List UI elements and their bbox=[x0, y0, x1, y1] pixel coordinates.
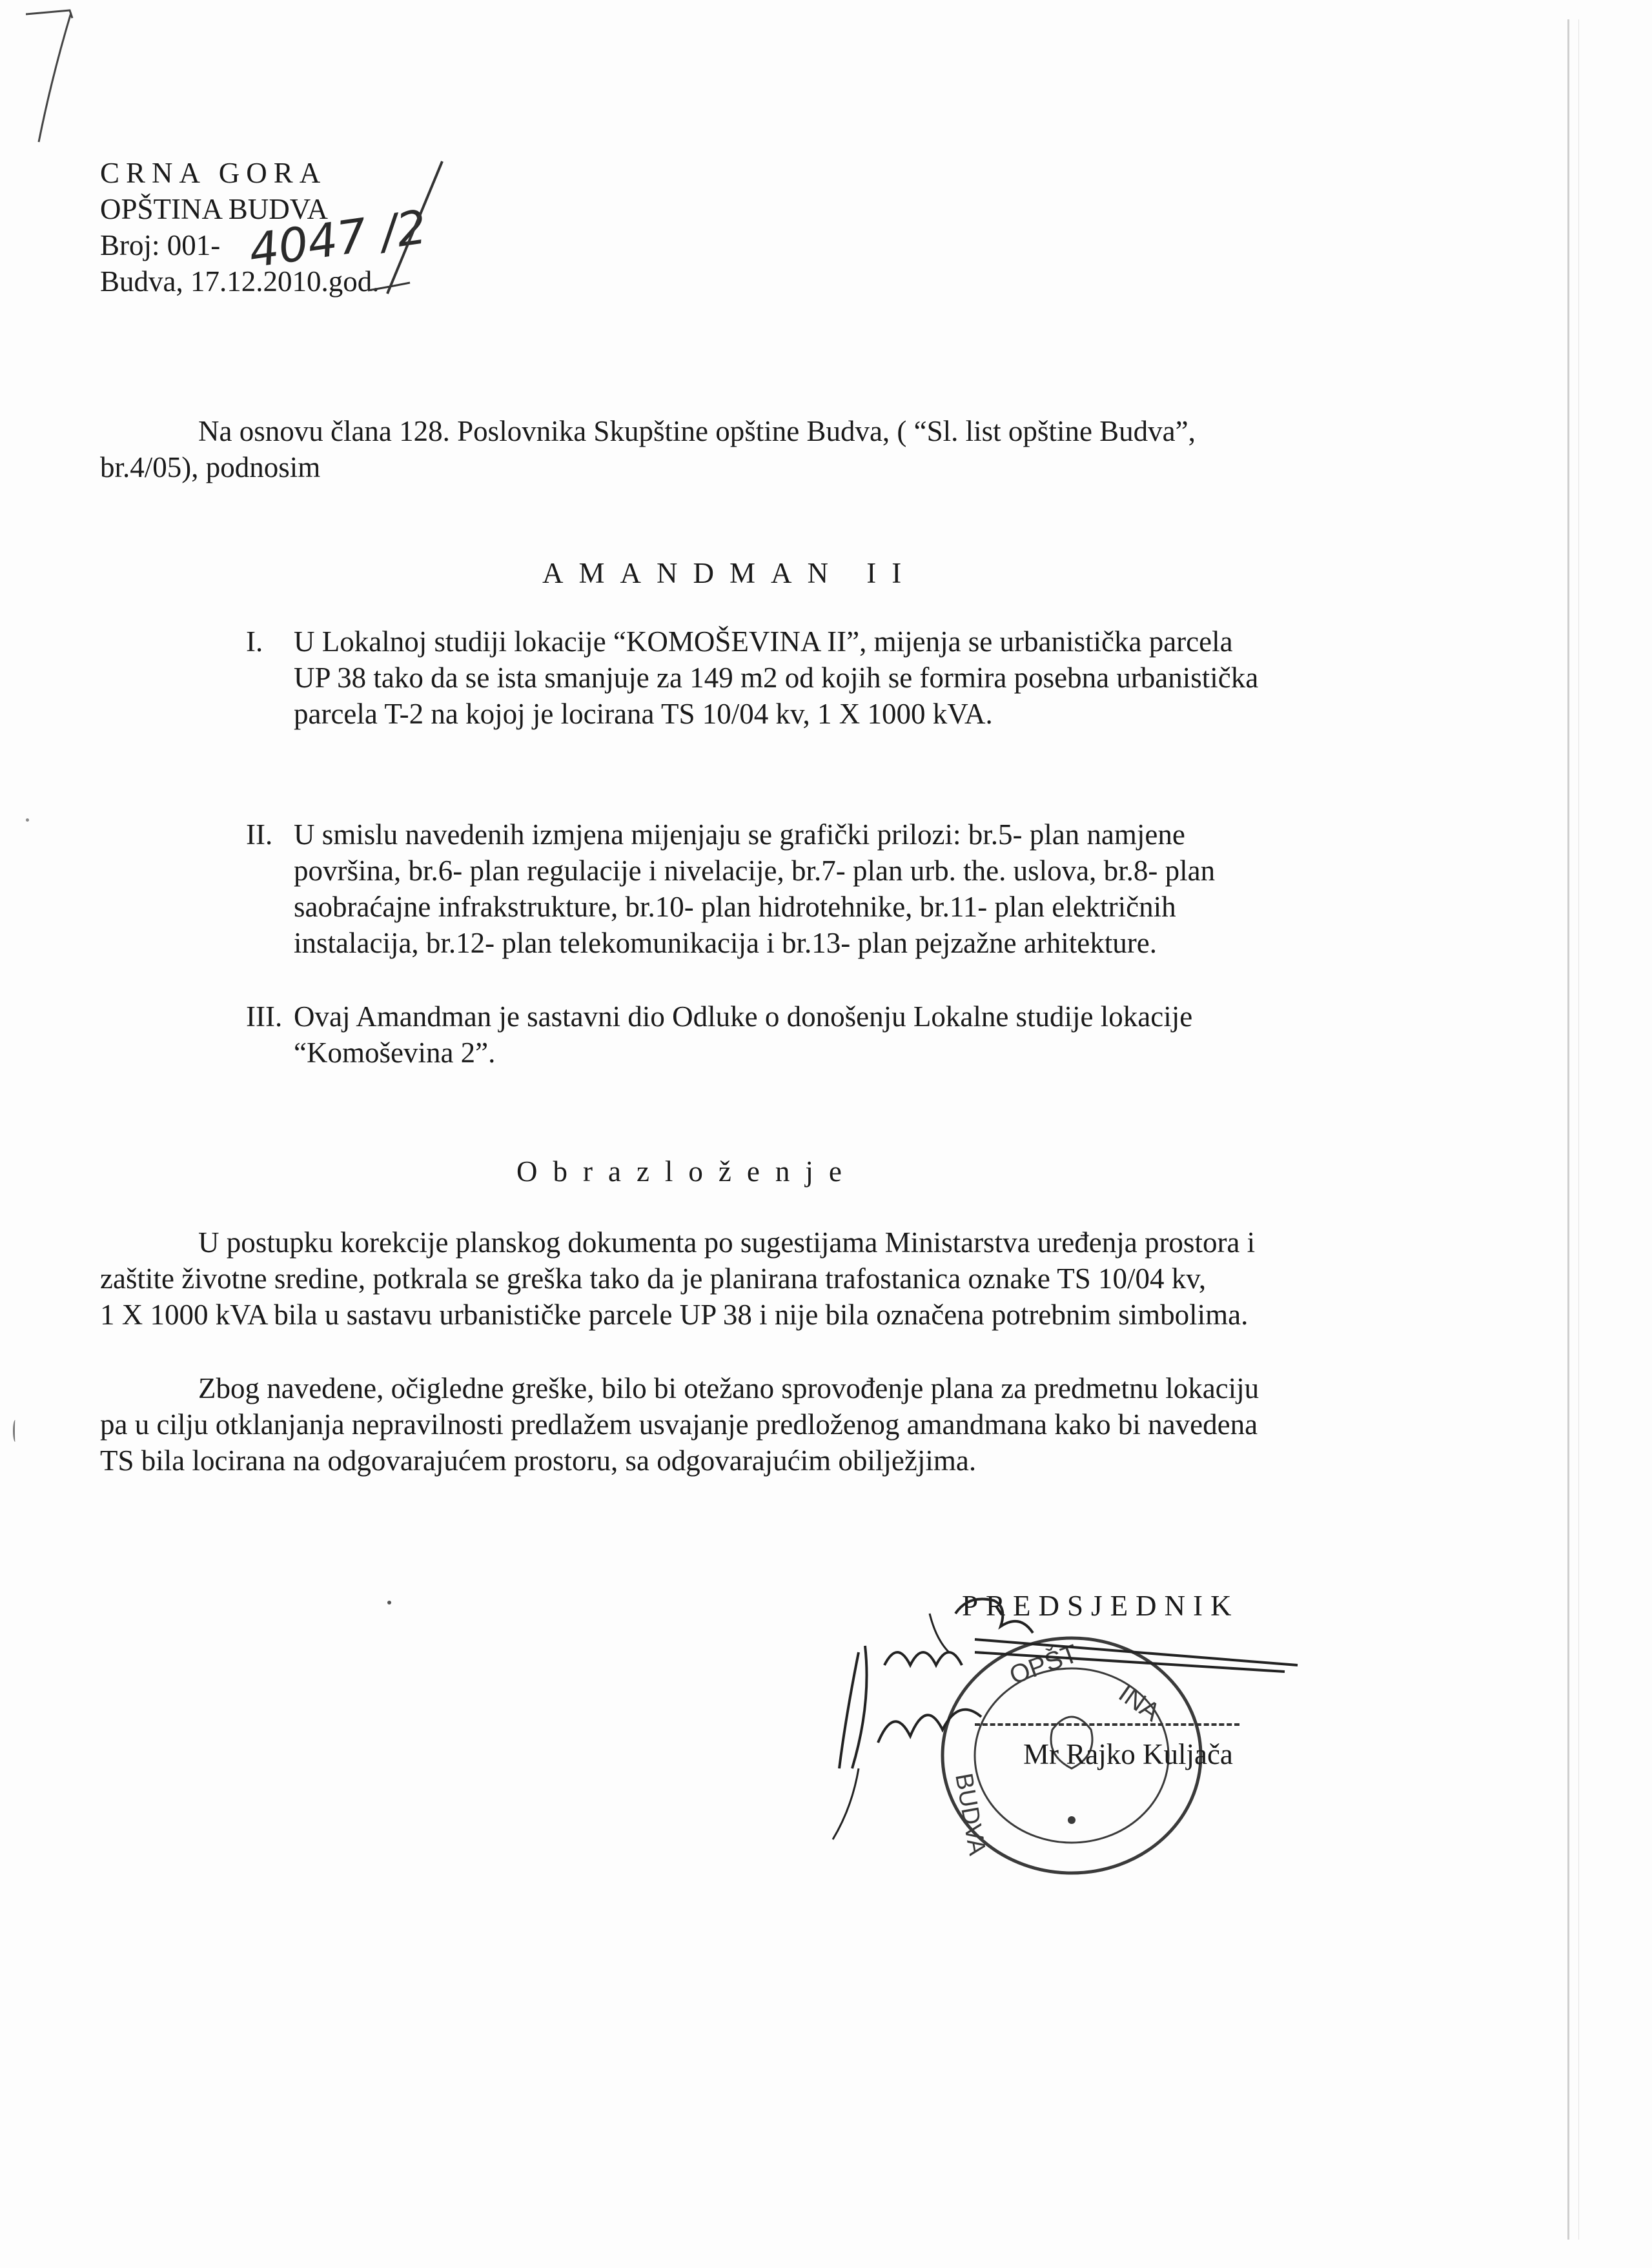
corner-mark-icon bbox=[26, 0, 103, 155]
header-country: CRNA GORA bbox=[100, 157, 327, 189]
section-1-line-3: parcela T-2 na kojoj je locirana TS 10/04 kv, 1 X 1000 kVA. bbox=[294, 698, 993, 730]
section-3-line-1: Ovaj Amandman je sastavni dio Odluke o donošenju Lokalne studije lokacije bbox=[294, 1000, 1193, 1033]
svg-text:BUDVA: BUDVA bbox=[950, 1771, 991, 1858]
section-3-line-2: “Komoševina 2”. bbox=[294, 1037, 496, 1069]
svg-text:INA: INA bbox=[1113, 1679, 1165, 1727]
section-2-number: II. bbox=[246, 818, 273, 851]
intro-line-2: br.4/05), podnosim bbox=[100, 451, 321, 483]
section-2-line-2: površina, br.6- plan regulacije i nivelacije, br.7- plan urb. the. uslova, br.8- plan bbox=[294, 855, 1216, 887]
header-number bbox=[100, 227, 220, 263]
scan-edge-line-inner bbox=[1578, 19, 1579, 2240]
amendment-title: AMANDMAN II bbox=[542, 557, 917, 589]
explanation-1-line-1: U postupku korekcije planskog dokumenta po sugestijama Ministarstva uređenja prostora i bbox=[198, 1226, 1256, 1259]
section-1-number: I. bbox=[246, 625, 263, 658]
intro-line-1: Na osnovu člana 128. Poslovnika Skupštine opštine Budva, ( “Sl. list opštine Budva”, bbox=[198, 415, 1196, 447]
signatory-name: Mr Rajko Kuljača bbox=[1023, 1738, 1233, 1770]
section-2-line-1: U smislu navedenih izmjena mijenjaju se grafički prilozi: br.5- plan namjene bbox=[294, 818, 1185, 851]
explanation-title: Obrazloženje bbox=[516, 1155, 857, 1188]
scan-dot bbox=[26, 818, 29, 822]
handwritten-signature-icon bbox=[807, 1575, 1323, 1846]
scan-dot bbox=[387, 1601, 391, 1605]
svg-text:OPŠT: OPŠT bbox=[1006, 1639, 1082, 1690]
explanation-2-line-1: Zbog navedene, očigledne greške, bilo bi otežano sprovođenje plana za predmetnu lokaciju bbox=[198, 1372, 1259, 1404]
explanation-2-line-2: pa u cilju otklanjanja nepravilnosti predlažem usvajanje predloženog amandmana kako bi navedena bbox=[100, 1408, 1258, 1441]
scan-edge-line bbox=[1567, 19, 1569, 2240]
section-2-line-3: saobraćajne infrakstrukture, br.10- plan hidrotehnike, br.11- plan električnih bbox=[294, 891, 1176, 923]
signature-role: PREDSJEDNIK bbox=[962, 1590, 1239, 1622]
section-3-number: III. bbox=[246, 1000, 283, 1033]
section-1-line-2: UP 38 tako da se ista smanjuje za 149 m2 od kojih se formira posebna urbanistička bbox=[294, 662, 1259, 694]
handwritten-slashes-icon bbox=[362, 155, 465, 303]
number-label: Broj: 001- bbox=[100, 229, 221, 261]
signature-line bbox=[975, 1723, 1239, 1726]
explanation-1-line-3: 1 X 1000 kVA bila u sastavu urbanističke parcele UP 38 i nije bila označena potrebnim simbolima. bbox=[100, 1299, 1249, 1331]
explanation-2-line-3: TS bila locirana na odgovarajućem prostoru, sa odgovarajućim obilježjima. bbox=[100, 1444, 977, 1477]
scan-mark bbox=[13, 1420, 17, 1442]
section-1-line-1: U Lokalnoj studiji lokacije “KOMOŠEVINA II”, mijenja se urbanistička parcela bbox=[294, 625, 1233, 658]
header-place-date: Budva, 17.12.2010.god. bbox=[100, 265, 380, 298]
header-municipality: OPŠTINA BUDVA bbox=[100, 193, 328, 225]
section-2-line-4: instalacija, br.12- plan telekomunikacija i br.13- plan pejzažne arhitekture. bbox=[294, 927, 1157, 959]
handwritten-number: 4047 /2 bbox=[245, 199, 430, 278]
explanation-1-line-2: zaštite životne sredine, potkrala se greška tako da je planirana trafostanica oznake TS 10/04 kv, bbox=[100, 1262, 1207, 1295]
